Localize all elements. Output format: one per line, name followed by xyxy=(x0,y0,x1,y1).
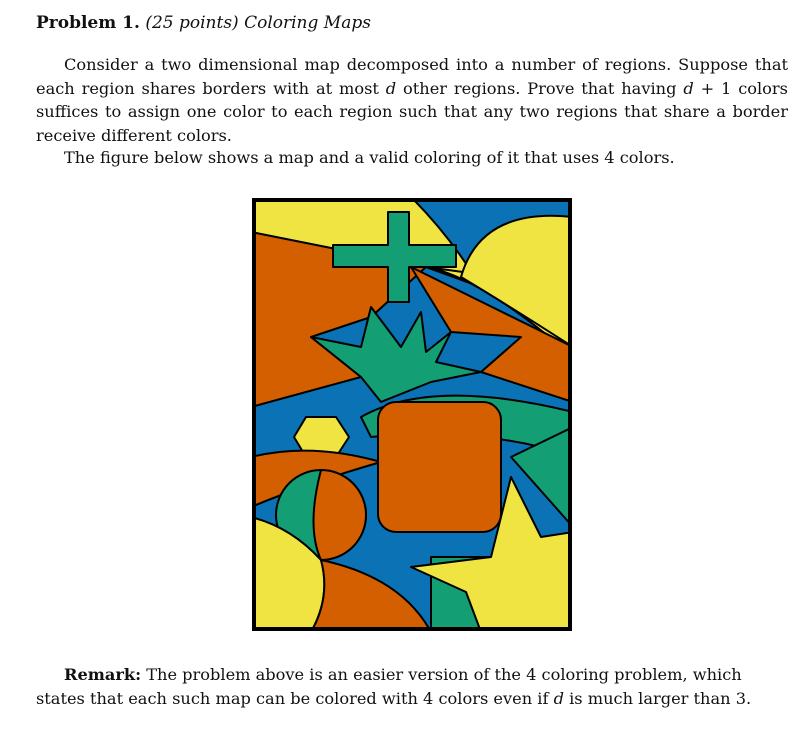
remark: Remark: The problem above is an easier version of the 4 coloring problem, which states that each such map can be colored with 4 colors even if d is much larger than 3. xyxy=(36,665,752,708)
problem-points: (25 points) xyxy=(145,13,239,33)
problem-title: Coloring Maps xyxy=(244,13,371,33)
remark-label: Remark: xyxy=(64,665,142,684)
variable-d: d xyxy=(553,688,564,708)
figure-caption: The figure below shows a map and a valid coloring of it that uses 4 colors. xyxy=(64,148,675,167)
problem-heading xyxy=(36,13,371,33)
problem-label: Problem 1. xyxy=(36,13,140,33)
colored-map-figure xyxy=(251,197,573,632)
region-rounded-square xyxy=(378,402,501,532)
variable-d: d xyxy=(683,78,694,98)
problem-statement: Consider a two dimensional map decomposed into a number of regions. Suppose that each region shares borders with at most d other regions. Prove that having d + 1 colors suffices to assign one color to each region such that any two regions that share a border receive different colors. xyxy=(36,55,788,145)
map-svg xyxy=(251,197,573,632)
variable-d: d xyxy=(385,78,397,98)
